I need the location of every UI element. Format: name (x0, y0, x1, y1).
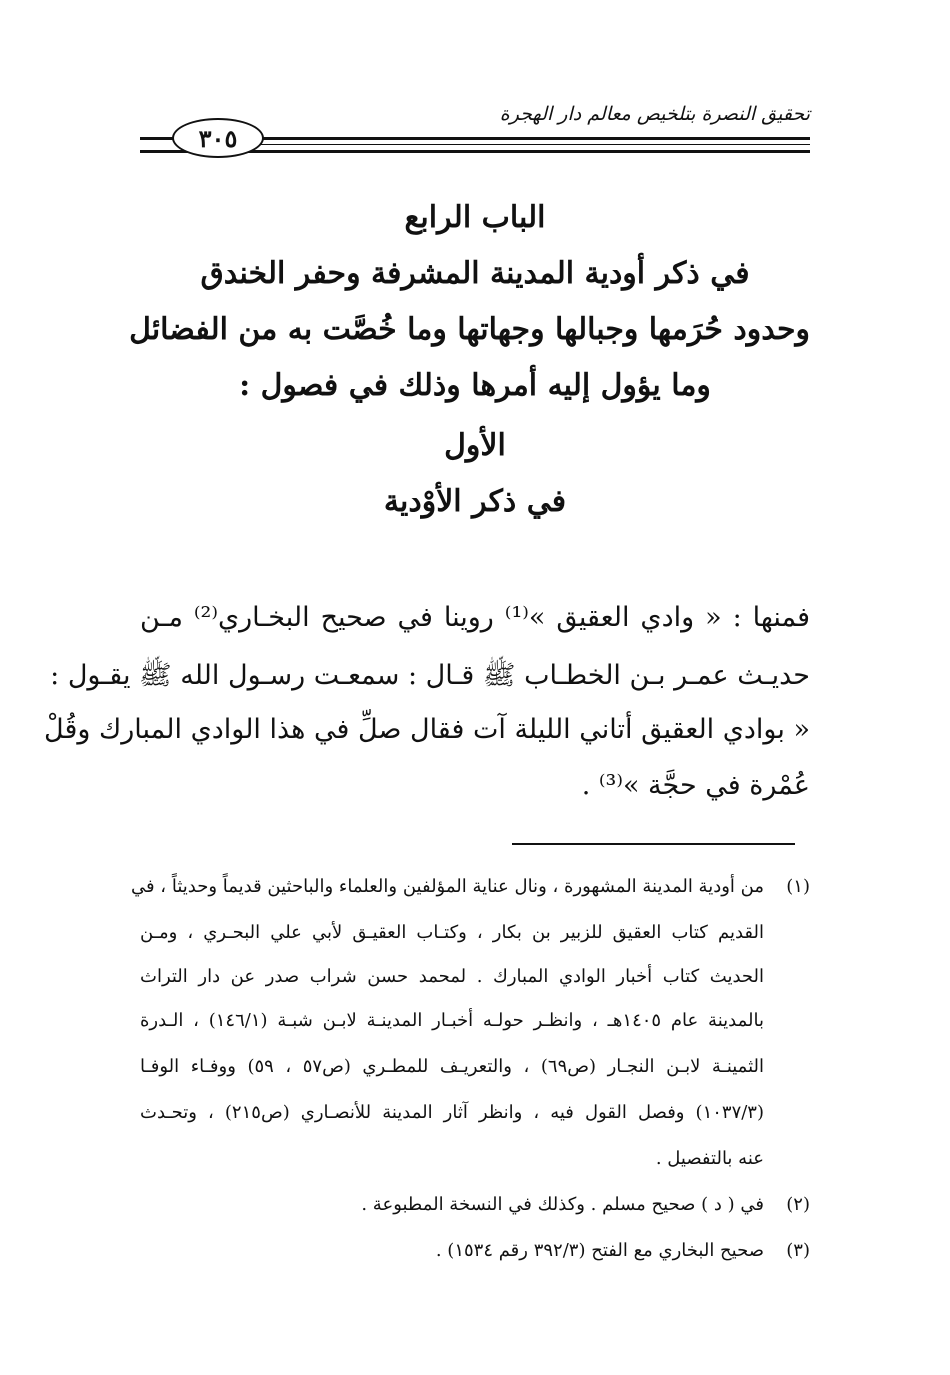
page-number-badge (172, 118, 264, 158)
section-subtitle: في ذكر الأوْدية (383, 484, 567, 519)
footnote-line: القديم كتاب العقيق للزبير بن بكار ، وكتـاب العقيـق لأبي علي البحـري ، ومـن (140, 922, 764, 943)
footnote-1 (764, 876, 810, 897)
section-title: الأول (444, 428, 506, 463)
footnote-line: في ( د ) صحيح مسلم . وكذلك في النسخة المطبوعة . (361, 1194, 764, 1215)
header-rule-middle (255, 144, 810, 145)
footnote-line: الحديث كتاب أخبار الوادي المبارك . لمحمد حسن شراب صدر عن دار التراث (140, 966, 764, 987)
footnote-line: بالمدينة عام ١٤٠٥هـ ، وانظـر حولـه أخبـار المدينـة لابـن شبـة (١٤٦/١) ، الـدرة (140, 1010, 764, 1031)
footnote-separator (512, 843, 795, 845)
footnote-3 (436, 1240, 810, 1261)
chapter-subtitle-line-3: وما يؤول إليه أمرها وذلك في فصول : (239, 368, 711, 403)
footnote-line: (١٠٣٧/٣) وفصل القول فيه ، وانظر آثار المدينة للأنصـاري (ص٢١٥) ، وتحـدث (140, 1102, 764, 1123)
running-title: تحقيق النصرة بتلخيص معالم دار الهجرة (499, 103, 810, 125)
chapter-title: الباب الرابع (404, 200, 546, 235)
footnote-number: (٣) (786, 1240, 810, 1261)
page-number: ٣٠٥ (198, 123, 238, 153)
chapter-subtitle-line-2: وحدود حُرَمها وجبالها وجهاتها وما خُصَّت به من الفضائل (129, 312, 810, 347)
footnote-line: عنه بالتفصيل . (655, 1148, 764, 1169)
footnote-line: الثمينـة لابـن النجـار (ص٦٩) ، والتعريـف للمطـري (ص٥٧ ، ٥٩) ووفـاء الوفـا (140, 1056, 765, 1077)
header-rule-top (255, 137, 810, 140)
footnote-line: من أودية المدينة المشهورة ، ونال عناية المؤلفين والعلماء والباحثين قديماً وحديثاً ، في (130, 876, 764, 897)
footnote-number: (١) (786, 876, 810, 897)
body-line: فمنها : « وادي العقيق »⁽¹⁾ روينا في صحيح البخـاري⁽²⁾ مـن (140, 602, 810, 633)
footnote-2 (361, 1194, 810, 1215)
footnote-number: (٢) (786, 1194, 810, 1215)
body-line: « بوادي العقيق أتاني الليلة آت فقال صلِّ في هذا الوادي المبارك وقُلْ (44, 714, 810, 745)
body-line: حديـث عمـر بـن الخطـاب ﷺ قـال : سمعـت رسـول الله ﷺ يقـول : (50, 660, 810, 691)
footnote-line: صحيح البخاري مع الفتح (٣٩٢/٣ رقم ١٥٣٤) . (435, 1240, 764, 1261)
chapter-subtitle-line-1: في ذكر أودية المدينة المشرفة وحفر الخندق (200, 256, 750, 291)
body-line: عُمْرة في حجَّة »⁽³⁾ . (581, 770, 810, 801)
